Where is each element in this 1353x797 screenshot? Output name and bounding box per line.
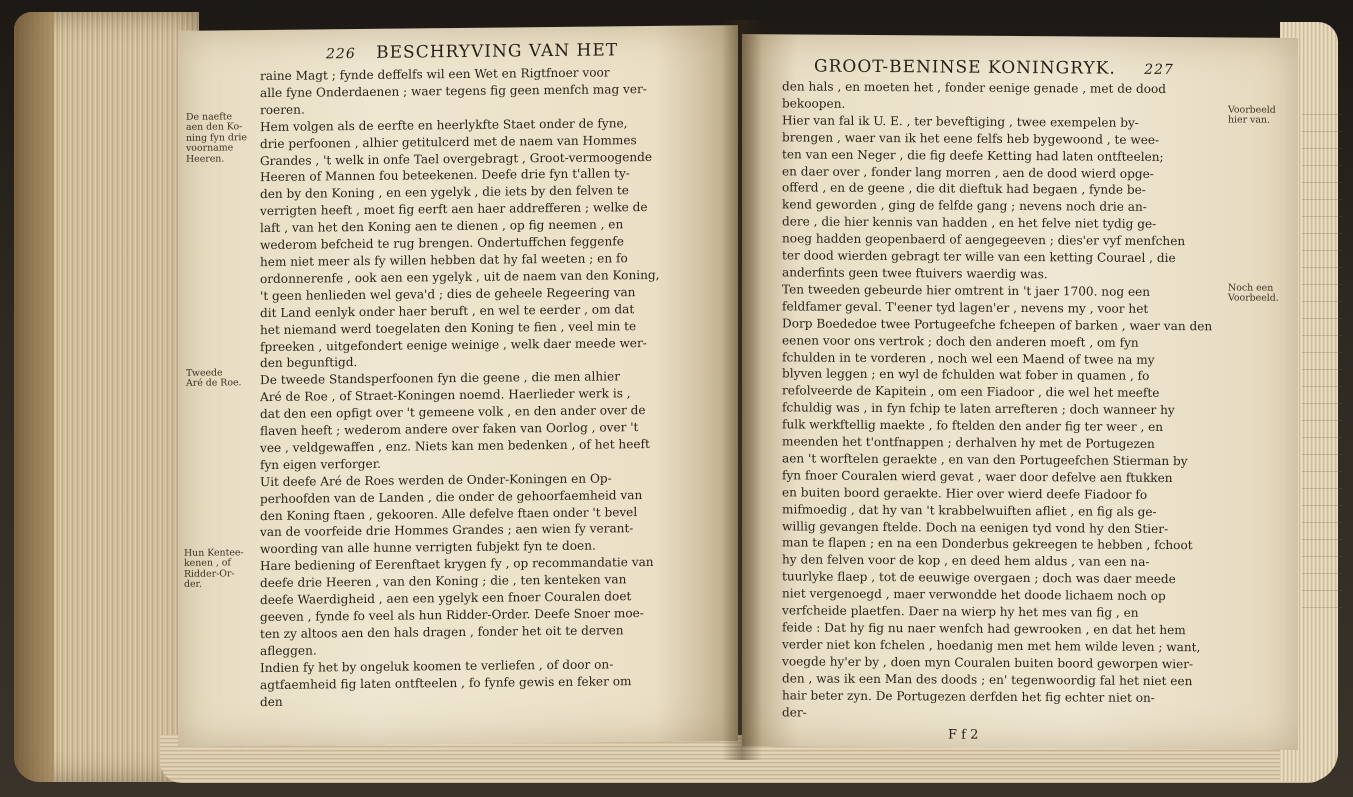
- text-line: Grandes , 't welk in onfe Tael overgebragt , Groot-vermoogende: [260, 149, 653, 168]
- text-line: wederom befcheid te rug brengen. Ondertuffchen feggenfe: [260, 234, 624, 253]
- text-line: niet vergenoegd , maer verwondde het doode lichaem noch op: [782, 586, 1166, 604]
- margin-note-line: Voorbeeld: [1228, 104, 1276, 116]
- margin-note-line: voorname: [186, 142, 234, 155]
- text-line: den , was ik een Man des doods ; en' tegenwoordig fal het niet een: [782, 671, 1193, 688]
- text-line: feldfamer geval. T'eener tyd lagen'er , nevens my , voor het: [782, 299, 1149, 316]
- text-line: den hals , en moeten het , fonder eenige genade , met de dood: [782, 79, 1167, 97]
- text-line: raine Magt ; fynde deffelfs wil een Wet en Rigtfnoer voor: [260, 65, 610, 84]
- text-line: Ten tweeden gebeurde hier omtrent in 't jaer 1700. nog een: [782, 282, 1151, 299]
- text-line: ordonnerenfe , ook aen een ygelyk , uit de naem van den Koning,: [260, 267, 660, 286]
- margin-note-line: der.: [184, 578, 202, 591]
- text-line: perhoofden van de Landen , die onder de gehoorfaemheid van: [260, 487, 643, 506]
- text-line: meenden het t'ontfnappen ; derhalven hy met de Portugezen: [782, 434, 1155, 451]
- left-body-text: [260, 63, 720, 710]
- text-line: Heeren of Mannen fou beteekenen. Deefe drie fyn t'allen ty-: [260, 166, 630, 185]
- right-body-text: [782, 78, 1222, 724]
- text-line: fulk werkftellig maekte , fo ftelden den ander fig ter weer , en: [782, 417, 1164, 435]
- text-line: agtfaemheid fig laten ontfteelen , fo fynfe gewis en feker om: [260, 673, 632, 692]
- text-line: voegde hy'er by , doen myn Couralen buiten boord geworpen wier-: [782, 654, 1194, 672]
- text-line: deefe Waerdigheid , aen een ygelyk een fnoer Couralen doet: [260, 589, 632, 608]
- left-page: [178, 25, 738, 747]
- bleed-through: [1302, 100, 1342, 620]
- text-line: roeren.: [260, 102, 305, 117]
- text-line: offerd , en de geene , die dit dieftuk had begaen , fynde be-: [782, 180, 1146, 198]
- text-line: geeven , fynde fo veel als hun Ridder-Order. Deefe Snoer moe-: [260, 606, 644, 625]
- text-line: verfcheide plaetfen. Daer na wierp hy het mes van fig , en: [782, 603, 1139, 620]
- text-line: verder niet kon fchelen , hoedanig men met hem wilde leven ; want,: [782, 637, 1201, 655]
- text-line: aen 't worftelen geraekte , en van den Portugeefchen Stierman by: [782, 451, 1188, 469]
- text-line: ter dood wierden gebragt ter wille van een ketting Courael , die: [782, 248, 1176, 266]
- margin-note-line: Voorbeeld.: [1228, 292, 1279, 305]
- right-title: GROOT-BENINSE KONINGRYK.: [814, 56, 1116, 79]
- text-line: noeg hadden geopenbaerd of aengegeeven ; dies'er vyf menfchen: [782, 231, 1186, 249]
- margin-note: [1228, 283, 1279, 304]
- text-line: blyven leggen ; en wyl de fchulden wat fober in quamen , fo: [782, 366, 1150, 384]
- text-line: Dorp Boededoe twee Portugeefche fcheepen of barken , waer van den: [782, 316, 1213, 334]
- text-line: tuurlyke flaep , tot de eeuwige overgaen ; doch was daer meede: [782, 569, 1176, 587]
- margin-note: [1228, 105, 1276, 126]
- margin-note-line: hier van.: [1228, 114, 1270, 127]
- text-line: den by den Koning , en een ygelyk , die iets by den felven te: [260, 183, 629, 202]
- margin-note-line: Hun Kentee-: [184, 547, 244, 559]
- margin-note-line: De naefte: [186, 111, 233, 123]
- text-line: 't geen henlieden wel geva'd ; dies de geheele Regeering van: [260, 284, 636, 303]
- text-line: het niemand werd toegelaten den Koning te fien , veel min te: [260, 318, 637, 337]
- left-title: BESCHRYVING VAN HET: [376, 40, 619, 63]
- text-line: willig gevangen ftelde. Doch na eenigen tyd vond hy den Stier-: [782, 518, 1169, 536]
- text-line: refolveerde de Kapitein , om een Fiadoor , die wel het meefte: [782, 383, 1160, 401]
- text-line: der-: [782, 704, 807, 720]
- right-running-head: [814, 57, 1174, 80]
- book-spine-edge: [14, 12, 54, 782]
- margin-note-line: Noch een: [1228, 282, 1274, 294]
- text-line: drie perfoonen , alhier getitulcerd met de naem van Hommes: [260, 132, 637, 151]
- text-line: dere , die hier kennis van hadden , en het felve niet tydig ge-: [782, 214, 1157, 232]
- text-line: fpreeken , uitgefondert eenige weinige , welk daer meede wer-: [260, 335, 647, 354]
- margin-note-line: kenen , of: [184, 557, 231, 570]
- text-line: van de voorfeide drie Hommes Grandes ; aen wien fy verant-: [260, 521, 634, 540]
- text-line: Uit deefe Aré de Roes werden de Onder-Koningen en Op-: [260, 471, 612, 489]
- text-line: man te flapen ; en na een Donderbus gekreegen te hebben , fchoot: [782, 535, 1193, 553]
- text-line: dat den een opfigt over 't gemeene volk , en den ander over de: [260, 403, 646, 422]
- margin-note-line: Ridder-Or-: [184, 568, 235, 580]
- text-line: eenen voor ons vertrok ; doch den anderen moeft , om fyn: [782, 332, 1139, 350]
- text-line: verrigten heeft , moet fig eerft aen haer addrefferen ; welke de: [260, 200, 648, 219]
- margin-note-line: aen den Ko-: [186, 121, 243, 134]
- text-line: dit Land eenlyk onder haer beruft , en wel te eerder , om dat: [260, 301, 635, 320]
- text-line: flaven heeft ; wederom andere over faken van Oorlog , over 't: [260, 420, 639, 439]
- text-line: fyn fnoer Couralen wierd gevat , waer door defelve aen ftukken: [782, 468, 1173, 485]
- text-line: hy den felven voor de kop , en deed hem aldus , van een na-: [782, 552, 1150, 570]
- margin-note-line: Heeren.: [186, 153, 225, 165]
- text-line: ten zy altoos aen den hals dragen , fonder het oit te derven: [260, 623, 624, 641]
- text-line: en buiten boord geraekte. Hier over wierd deefe Fiadoor fo: [782, 485, 1148, 502]
- margin-note: [186, 368, 242, 389]
- right-page: [742, 34, 1298, 750]
- margin-note-line: Tweede: [186, 367, 223, 379]
- text-line: den: [260, 694, 283, 709]
- text-line: woording van alle hunne verrigten fubjekt fyn te doen.: [260, 538, 596, 557]
- text-line: bekoopen.: [782, 96, 846, 111]
- text-line: alle fyne Onderdaenen ; waer tegens fig geen menfch mag ver-: [260, 81, 647, 100]
- text-line: deefe drie Heeren , van den Koning ; die , ten kenteken van: [260, 572, 627, 591]
- text-line: hem niet meer als fy willen hebben dat hy fal weeten ; en fo: [260, 251, 628, 270]
- book-gutter: [722, 20, 762, 760]
- printer-signature: F f 2: [948, 727, 979, 743]
- text-line: fchulden in te vorderen , noch wel een Maend of twee na my: [782, 349, 1155, 367]
- margin-note-line: Aré de Roe.: [186, 377, 242, 390]
- right-page-number: 227: [1144, 61, 1174, 79]
- text-line: ten van een Neger , die fig deefe Ketting had laten ontfteelen;: [782, 146, 1164, 164]
- text-line: fyn eigen verforger.: [260, 456, 382, 472]
- margin-note-line: ning fyn drie: [186, 132, 247, 144]
- text-line: Aré de Roe , of Straet-Koningen noemd. Haerlieder werk is ,: [260, 386, 631, 405]
- text-line: De tweede Standsperfoonen fyn die geene , die men alhier: [260, 369, 620, 388]
- text-line: en daer over , fonder lang morren , aen de dood wierd opge-: [782, 163, 1154, 181]
- margin-note: [184, 548, 244, 590]
- text-line: mifmoedig , dat hy van 't krabbelwuiften afliet , en fig als ge-: [782, 501, 1157, 519]
- text-line: den begunftigd.: [260, 355, 358, 371]
- text-line: Hem volgen als de eerfte en heerlykfte Staet onder de fyne,: [260, 115, 628, 134]
- left-page-number: 226: [326, 46, 356, 63]
- text-line: hair beter zyn. De Portugezen derfden het fig echter niet on-: [782, 687, 1155, 705]
- text-line: laft , van het den Koning aen te dienen , op fig neemen , en: [260, 217, 624, 236]
- text-line: kend geworden , ging de felfde gang ; nevens noch drie an-: [782, 197, 1147, 215]
- text-line: fchuldig was , in fyn fchip te laten arrefteren ; doch wanneer hy: [782, 400, 1175, 418]
- text-line: anderfints geen twee ftuivers waerdig was.: [782, 265, 1048, 282]
- text-line: brengen , waer van ik het eene felfs heb bygewoond , te wee-: [782, 130, 1160, 147]
- text-line: den Koning ftaen , gekooren. Alle defelve ftaen onder 't bevel: [260, 504, 638, 523]
- text-line: Indien fy het by ongeluk koomen te verliefen , of door on-: [260, 657, 614, 675]
- text-line: Hare bediening of Eerenftaet krygen fy , op recommandatie van: [260, 555, 654, 574]
- left-running-head: [326, 40, 618, 63]
- text-line: Hier van fal ik U. E. , ter beveftiging , twee exempelen by-: [782, 113, 1139, 130]
- margin-note: [186, 112, 247, 165]
- text-line: afleggen.: [260, 643, 317, 658]
- text-line: vee , veldgewaffen , enz. Niets kan men bedenken , of het heeft: [260, 436, 650, 456]
- text-line: feide : Dat hy fig nu naer wenfch had gewrooken , en dat het hem: [782, 620, 1186, 638]
